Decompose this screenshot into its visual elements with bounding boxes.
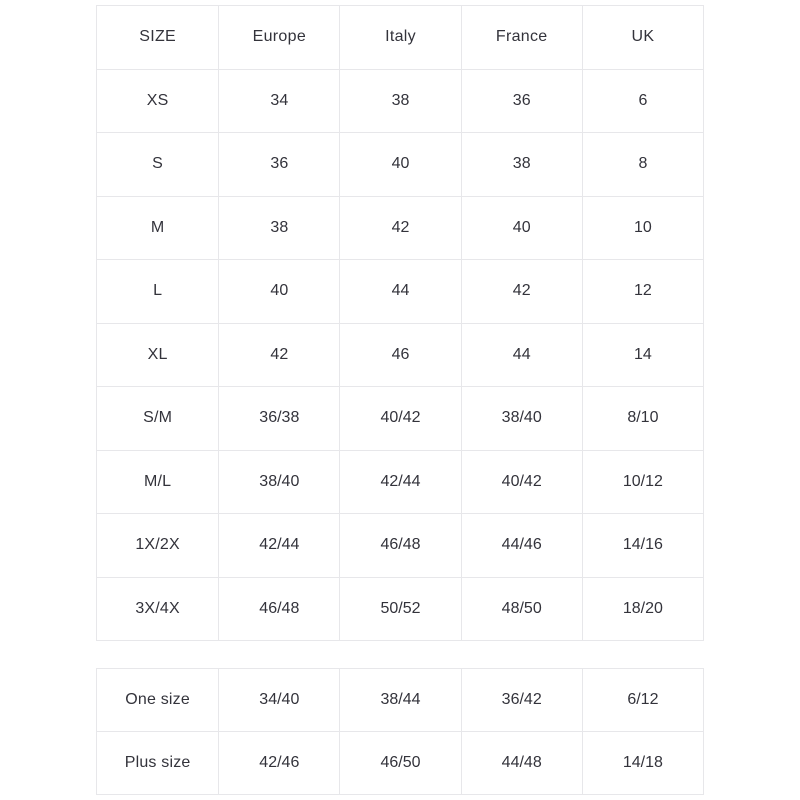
cell-france: 38 [461, 133, 582, 197]
cell-uk: 6 [582, 69, 703, 133]
row-label: 1X/2X [97, 514, 219, 578]
row-label: 3X/4X [97, 577, 219, 641]
primary-size-table [96, 5, 704, 641]
table-row [97, 732, 704, 795]
table-row [97, 260, 704, 324]
cell-europe: 42/44 [219, 514, 340, 578]
primary-size-table-wrapper [96, 5, 704, 641]
row-label: S [97, 133, 219, 197]
cell-uk: 12 [582, 260, 703, 324]
table-row [97, 69, 704, 133]
cell-france: 36 [461, 69, 582, 133]
cell-uk: 6/12 [582, 669, 703, 732]
row-label: M [97, 196, 219, 260]
cell-europe: 36 [219, 133, 340, 197]
cell-italy: 42/44 [340, 450, 461, 514]
cell-uk: 18/20 [582, 577, 703, 641]
cell-europe: 46/48 [219, 577, 340, 641]
cell-france: 42 [461, 260, 582, 324]
column-header-europe: Europe [219, 6, 340, 70]
cell-europe: 34 [219, 69, 340, 133]
column-header-size: SIZE [97, 6, 219, 70]
table-row [97, 387, 704, 451]
cell-france: 44 [461, 323, 582, 387]
cell-italy: 46/50 [340, 732, 461, 795]
row-label: XL [97, 323, 219, 387]
cell-europe: 34/40 [219, 669, 340, 732]
cell-france: 48/50 [461, 577, 582, 641]
cell-uk: 8 [582, 133, 703, 197]
cell-france: 44/48 [461, 732, 582, 795]
cell-italy: 46/48 [340, 514, 461, 578]
cell-italy: 42 [340, 196, 461, 260]
cell-europe: 36/38 [219, 387, 340, 451]
cell-uk: 14/18 [582, 732, 703, 795]
row-label: L [97, 260, 219, 324]
cell-europe: 40 [219, 260, 340, 324]
cell-italy: 46 [340, 323, 461, 387]
cell-europe: 42 [219, 323, 340, 387]
cell-europe: 38/40 [219, 450, 340, 514]
cell-italy: 38 [340, 69, 461, 133]
table-row [97, 133, 704, 197]
cell-france: 40 [461, 196, 582, 260]
table-row [97, 196, 704, 260]
table-row [97, 450, 704, 514]
row-label: S/M [97, 387, 219, 451]
table-row [97, 323, 704, 387]
table-row [97, 577, 704, 641]
table-header-row [97, 6, 704, 70]
column-header-france: France [461, 6, 582, 70]
cell-europe: 38 [219, 196, 340, 260]
row-label: XS [97, 69, 219, 133]
table-row [97, 669, 704, 732]
cell-france: 40/42 [461, 450, 582, 514]
secondary-size-table-wrapper [96, 668, 704, 795]
row-label: One size [97, 669, 219, 732]
cell-italy: 44 [340, 260, 461, 324]
row-label: M/L [97, 450, 219, 514]
table-row [97, 514, 704, 578]
cell-italy: 40/42 [340, 387, 461, 451]
column-header-uk: UK [582, 6, 703, 70]
cell-uk: 10 [582, 196, 703, 260]
cell-italy: 50/52 [340, 577, 461, 641]
cell-france: 38/40 [461, 387, 582, 451]
cell-italy: 38/44 [340, 669, 461, 732]
cell-uk: 8/10 [582, 387, 703, 451]
row-label: Plus size [97, 732, 219, 795]
cell-uk: 14 [582, 323, 703, 387]
cell-france: 44/46 [461, 514, 582, 578]
cell-uk: 10/12 [582, 450, 703, 514]
secondary-size-table [96, 668, 704, 795]
cell-europe: 42/46 [219, 732, 340, 795]
column-header-italy: Italy [340, 6, 461, 70]
cell-uk: 14/16 [582, 514, 703, 578]
cell-italy: 40 [340, 133, 461, 197]
cell-france: 36/42 [461, 669, 582, 732]
